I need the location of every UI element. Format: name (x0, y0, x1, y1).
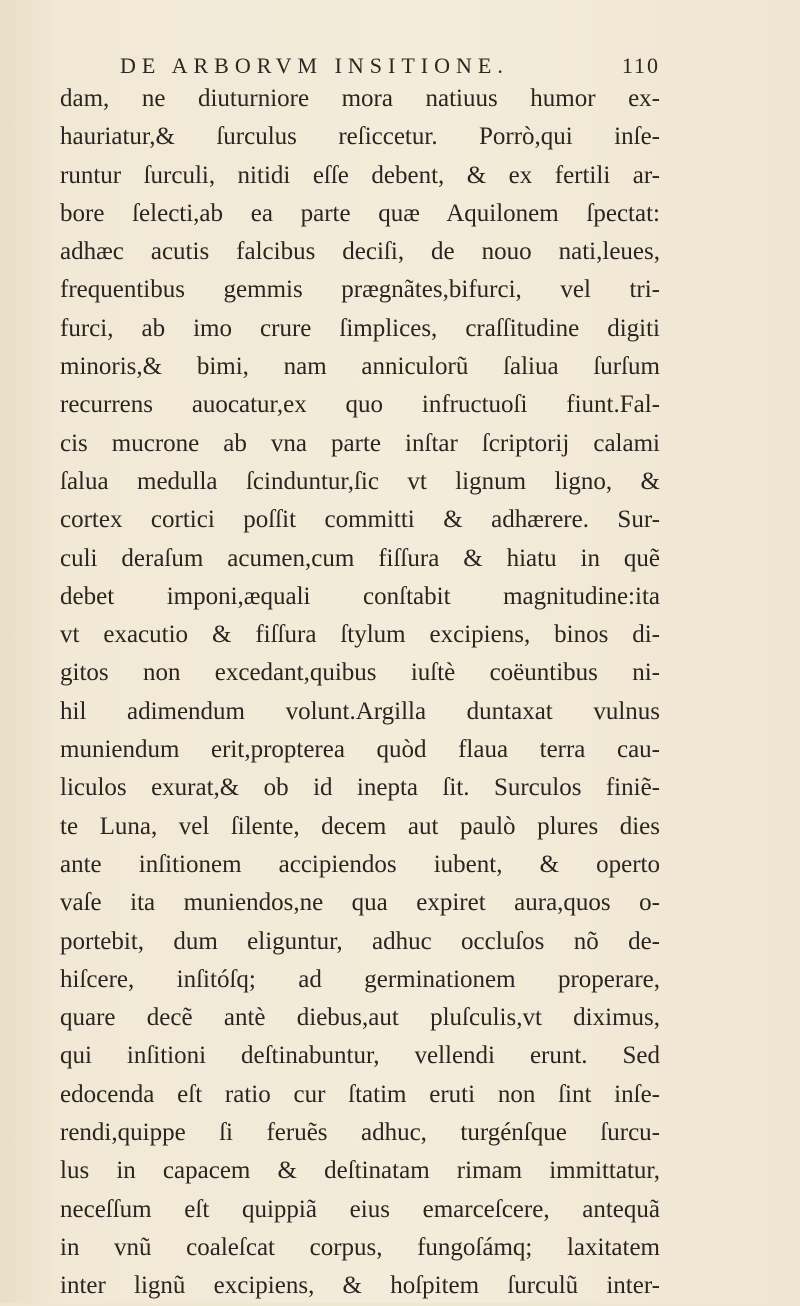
text-line: hiſcere, inſitóſq; ad germinationem properare, (60, 965, 660, 993)
text-line: ante inſitionem accipiendos iubent, & operto (60, 850, 660, 878)
body-text (60, 80, 660, 1306)
text-line: minoris,& bimi, nam anniculorũ ſaliua ſurſum (60, 353, 660, 381)
text-line: hauriatur,& ſurculus reſiccetur. Porrò,qui inſe- (60, 123, 660, 151)
text-line: frequentibus gemmis prægnãtes,bifurci, vel tri- (60, 276, 660, 304)
text-line: culi deraſum acumen,cum fiſſura & hiatu in quẽ (60, 544, 660, 572)
text-line: furci, ab imo crure ſimplices, craſſitudine digiti (60, 314, 660, 342)
text-line: edocenda eſt ratio cur ſtatim eruti non ſint inſe- (60, 1080, 660, 1108)
text-line: inter lignũ excipiens, & hoſpitem ſurculũ inter- (60, 1272, 660, 1300)
text-line: neceſſum eſt quippiã eius emarceſcere, antequã (60, 1195, 660, 1223)
text-line: cis mucrone ab vna parte inſtar ſcriptorij calami (60, 429, 660, 457)
text-line: debet imponi,æquali conſtabit magnitudine:ita (60, 582, 660, 610)
text-line: cortex cortici poſſit committi & adhærere. Sur- (60, 506, 660, 534)
text-line: bore ſelecti,ab ea parte quæ Aquilonem ſpectat: (60, 199, 660, 227)
text-line: vaſe ita muniendos,ne qua expiret aura,quos o- (60, 889, 660, 917)
text-line: portebit, dum eliguntur, adhuc occluſos nõ de- (60, 927, 660, 955)
text-line: rendi,quippe ſi feruẽs adhuc, turgénſque ſurcu- (60, 1119, 660, 1147)
text-line: runtur ſurculi, nitidi eſſe debent, & ex fertili ar- (60, 161, 660, 189)
text-line: qui inſitioni deſtinabuntur, vellendi erunt. Sed (60, 1042, 660, 1070)
text-line: adhæc acutis falcibus deciſi, de nouo nati,leues, (60, 238, 660, 266)
text-line: gitos non excedant,quibus iuſtè coëuntibus ni- (60, 659, 660, 687)
page-number: 110 (621, 53, 660, 78)
text-line: hil adimendum volunt.Argilla duntaxat vulnus (60, 697, 660, 725)
running-title: DE ARBORVM INSITIONE. (120, 53, 509, 78)
text-line: te Luna, vel ſilente, decem aut paulò plures dies (60, 812, 660, 840)
text-line: muniendum erit,propterea quòd flaua terra cau- (60, 736, 660, 764)
text-line: vt exacutio & fiſſura ſtylum excipiens, binos di- (60, 621, 660, 649)
text-line: recurrens auocatur,ex quo infructuoſi fiunt.Fal- (60, 391, 660, 419)
text-line: dam, ne diuturniore mora natiuus humor ex- (60, 85, 660, 112)
text-line: liculos exurat,& ob id inepta ſit. Surculos finiẽ- (60, 774, 660, 802)
text-line: ſalua medulla ſcinduntur,ſic vt lignum ligno, & (60, 467, 660, 495)
text-line: quare decẽ antè diebus,aut pluſculis,vt diximus, (60, 1004, 660, 1032)
text-line: lus in capacem & deſtinatam rimam immittatur, (60, 1157, 660, 1185)
text-line: in vnũ coaleſcat corpus, fungoſámq; laxitatem (60, 1233, 660, 1261)
